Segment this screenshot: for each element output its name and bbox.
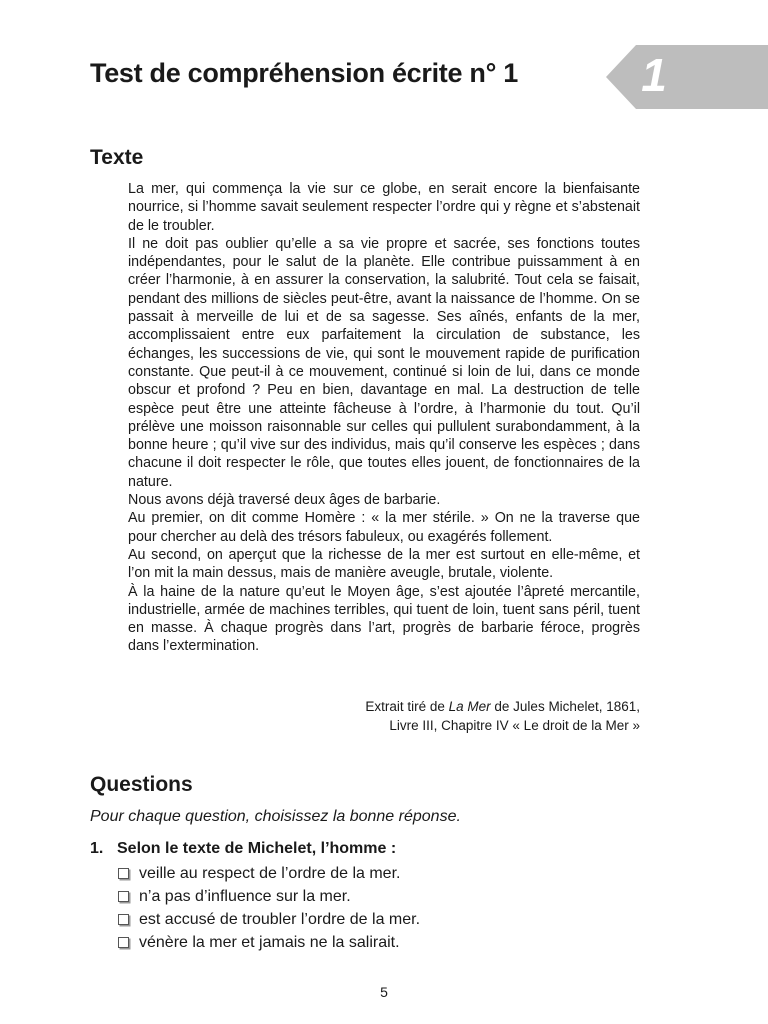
questions-heading: Questions <box>90 773 193 796</box>
checkbox-icon[interactable] <box>118 868 129 879</box>
page-title: Test de compréhension écrite n° 1 <box>90 58 519 88</box>
checkbox-icon[interactable] <box>118 891 129 902</box>
source-citation <box>300 697 640 735</box>
passage-paragraph: Au second, on aperçut que la richesse de la mer est surtout en elle-même, et l’on mit la main dessus, mais de manière aveugle, brutale, violente. <box>128 546 640 582</box>
question-prompt: Selon le texte de Michelet, l’homme : <box>117 840 397 857</box>
answer-option-label: vénère la mer et jamais ne la salirait. <box>139 934 400 951</box>
page-number: 5 <box>380 984 388 1000</box>
passage <box>128 180 640 656</box>
instructions: Pour chaque question, choisissez la bonne réponse. <box>90 808 461 825</box>
answer-option-label: n’a pas d’influence sur la mer. <box>139 888 351 905</box>
source-line-2: Livre III, Chapitre IV « Le droit de la Mer » <box>389 718 640 733</box>
checkbox-icon[interactable] <box>118 937 129 948</box>
source-line-1: Extrait tiré de La Mer de Jules Michelet, 1861, <box>365 699 640 714</box>
answer-option[interactable] <box>118 862 420 885</box>
passage-paragraph: Nous avons déjà traversé deux âges de barbarie. <box>128 492 441 509</box>
question-number: 1. <box>90 840 104 857</box>
passage-paragraph: À la haine de la nature qu’eut le Moyen âge, s’est ajoutée l’âpreté mercantile, industrielle, armée de machines terribles, qui tuent de loin, tuent sans péril, tuent en masse. À chaque progrès dans l’art, progrès de barbarie féroce, progrès dans l’extermination. <box>128 583 640 655</box>
passage-paragraph: Au premier, on dit comme Homère : « la mer stérile. » On ne la traverse que pour chercher au delà des trésors fabuleux, ou exagérés follement. <box>128 510 640 545</box>
answer-option[interactable] <box>118 931 420 954</box>
source-work-title: La Mer <box>448 699 491 714</box>
chapter-tab <box>606 45 768 109</box>
answer-option[interactable] <box>118 885 420 908</box>
passage-paragraph: Il ne doit pas oublier qu’elle a sa vie propre et sacrée, ses fonctions toutes indépendantes, pour le salut de la planète. Elle contribue puissamment à en créer l’harmonie, à en assurer la conservation, la salubrité. Tout cela se faisait, pendant des millions de siècles peut-être, avant la naissance de l’homme. On se passait à merveille de lui et de sa sagesse. Ses aînés, enfants de la mer, accomplissaient entre eux parfaitement la circulation de substance, les échanges, les successions de vie, qui sont le mouvement rapide de purification constante. Que peut-il à ce mouvement, continué si loin de lui, dans ce monde obscur et profond ? Peu en bien, davantage en mal. La destruction de telle espèce peut être une atteinte fâcheuse à l’ordre, à l’harmonie du tout. Qu’il prélève une moisson raisonnable sur celles qui pullulent surabondamment, à la bonne heure ; qu’il vive sur des individus, mais qu’il conserve les espèces ; dans chacune il doit respecter le rôle, que toutes elles jouent, de fonctionnaires de la nature. <box>128 235 640 490</box>
answer-option[interactable] <box>118 908 420 931</box>
text-heading: Texte <box>90 146 144 169</box>
chapter-number: 1 <box>641 49 667 101</box>
answer-option-label: est accusé de troubler l’ordre de la mer. <box>139 911 421 928</box>
answer-option-label: veille au respect de l’ordre de la mer. <box>139 865 401 882</box>
passage-paragraph: La mer, qui commença la vie sur ce globe, en serait encore la bienfaisante nourrice, si l’homme savait seulement respecter l’ordre qui y règne et s’abstenait de le troubler. <box>128 181 640 234</box>
answer-options <box>118 862 420 954</box>
question-1 <box>90 840 396 858</box>
checkbox-icon[interactable] <box>118 914 129 925</box>
